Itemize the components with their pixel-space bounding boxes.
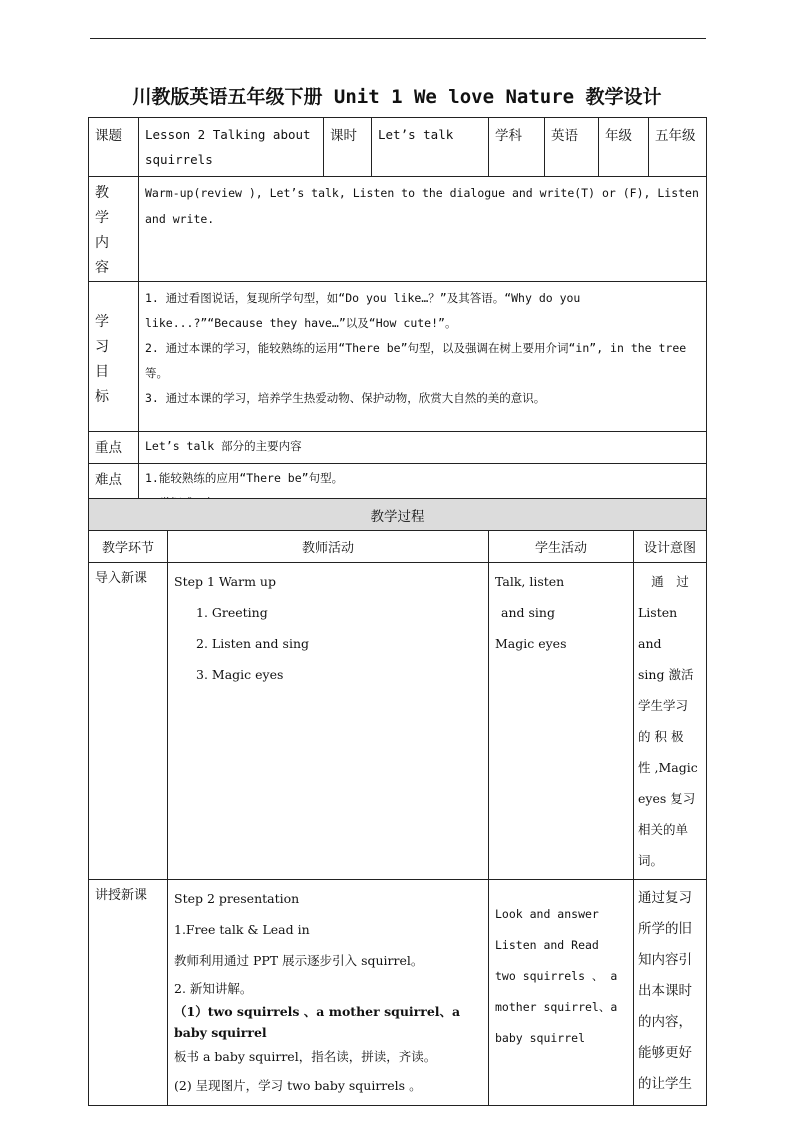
table-row [89,880,707,1106]
goal-item: 1. 通过看图说话，复现所学句型，如“Do you like…？”及其答语。“Why do you like...?”“Because they have…”以及“How cute!”。 [145,291,581,330]
goal-item: 3. 通过本课的学习，培养学生热爱动物、保护动物，欣赏大自然的美的意识。 [145,391,546,405]
design-intent: 通过复习 所学的旧 知内容引 出本课时 的内容， 能够更好 的让学生 [634,880,707,1106]
goals-label: 学 习 目 标 [89,282,139,432]
student-activity: Look and answer Listen and Read two squirrels 、 a mother squirrel、a baby squirrel [489,880,634,1106]
stage-cell: 讲授新课 [89,880,168,1106]
period-label: 课时 [324,118,372,177]
goal-item: 2. 通过本课的学习，能较熟练的运用“There be”句型，以及强调在树上要用介词“in”, in the tree等。 [145,341,687,380]
lesson-title: Lesson 2 Talking about squirrels [139,118,324,177]
key-points-text: Let’s talk 部分的主要内容 [139,432,707,464]
subject-value: 英语 [545,118,599,177]
design-intent: 通 过 Listen and sing 激活 学生学习 的 积 极 性 ,Magic eyes 复习 相关的单 词。 [634,563,707,880]
process-table [88,498,707,1106]
grade-label: 年级 [599,118,649,177]
column-header: 教学环节 [89,531,168,563]
stage-cell: 导入新课 [89,563,168,880]
process-heading: 教学过程 [89,499,707,531]
difficulty-item: 1.能较熟练的应用“There be”句型。 [145,471,344,485]
column-header: 教师活动 [168,531,489,563]
period-value: Let’s talk [372,118,489,177]
column-header: 设计意图 [634,531,707,563]
column-header: 学生活动 [489,531,634,563]
topic-label: 课题 [89,118,139,177]
lesson-info-table [88,117,707,521]
key-points-label: 重点 [89,432,139,464]
grade-value: 五年级 [649,118,707,177]
teacher-activity: Step 2 presentation 1.Free talk & Lead in 教师利用通过 PPT 展示逐步引入 squirrel。 2. 新知讲解。 （1）two squirrels 、a mother squirrel、a baby squirrel 板书 a baby squirrel，指名读，拼读，齐读。 (2) 呈现图片，学习 two baby squirrels 。 [168,880,489,1106]
table-row [89,563,707,880]
top-rule [90,38,706,39]
subject-label: 学科 [489,118,545,177]
teacher-activity: Step 1 Warm up 1. Greeting 2. Listen and sing 3. Magic eyes [168,563,489,880]
student-activity: Talk, listen and sing Magic eyes [489,563,634,880]
content-label: 教 学 内 容 [89,177,139,282]
content-text: Warm-up(review ), Let’s talk, Listen to the dialogue and write(T) or (F), Listen and write. [139,177,707,282]
difficulties-label: 难点 [89,464,139,521]
page-title: 川教版英语五年级下册 Unit 1 We love Nature 教学设计 [132,86,662,108]
goals-list [139,282,707,432]
